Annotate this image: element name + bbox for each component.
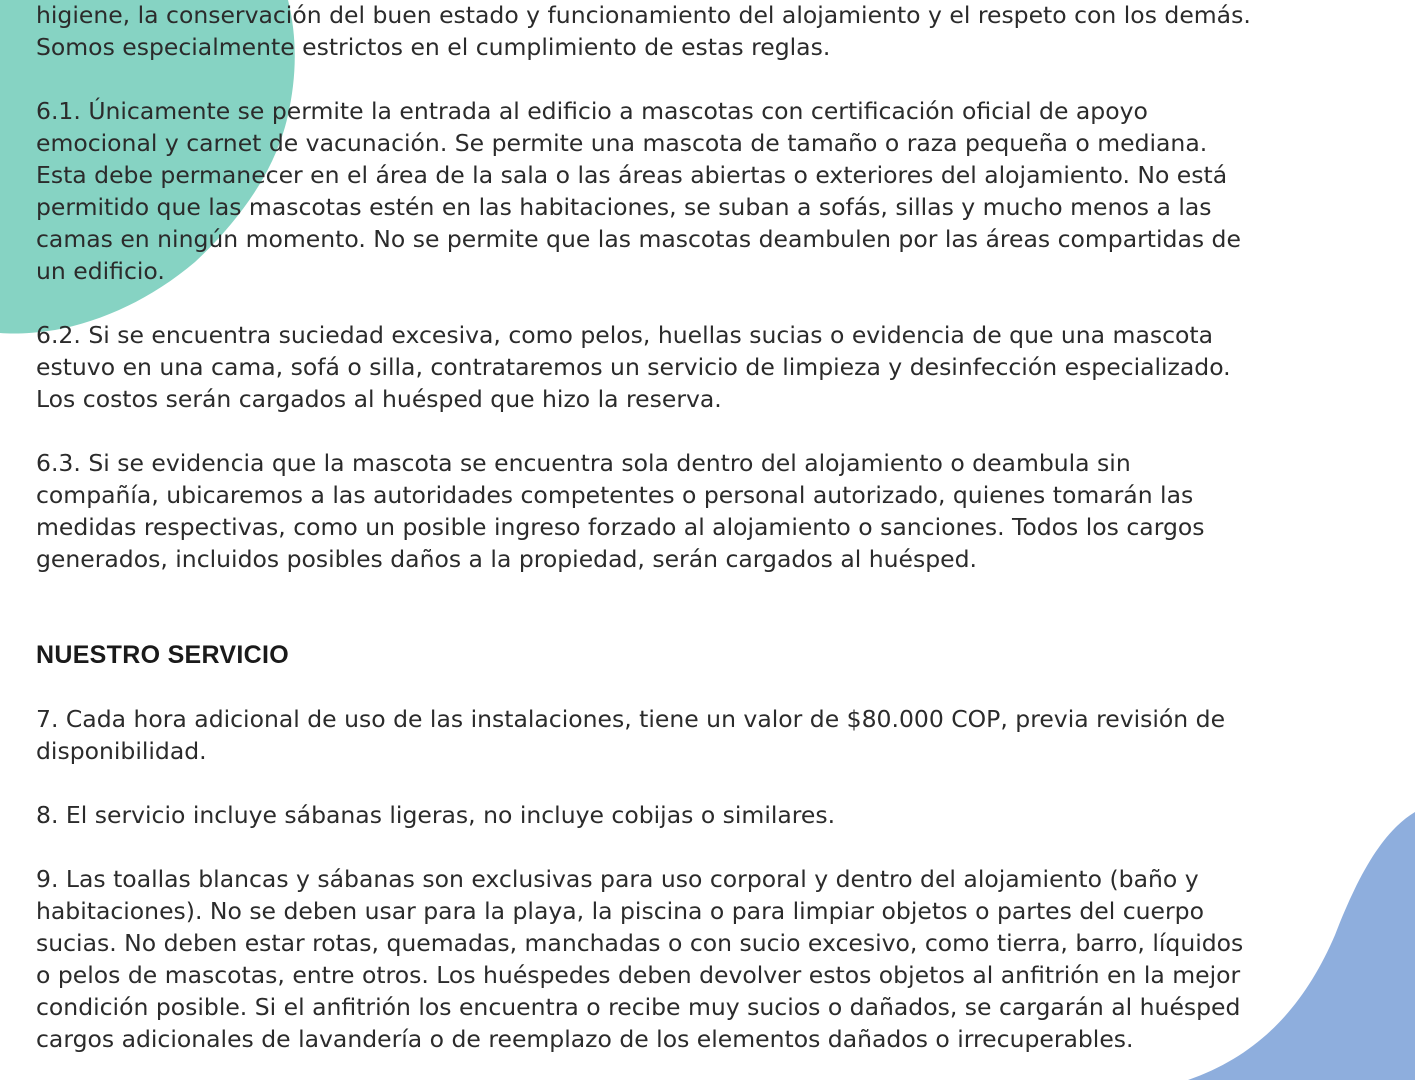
rule-6-1: 6.1. Únicamente se permite la entrada al edificio a mascotas con certificación oficial de apoyo emocional y carnet de vacunación. Se permite una mascota de tamaño o raza pequeña o mediana. Esta debe permanecer en el área de la sala o las áreas abiertas o exteriores del alojamiento. No está permitido que las mascotas estén en las habitaciones, se suban a sofás, sillas y mucho menos a las camas en ningún momento. No se permite que las mascotas deambulen por las áreas compartidas de un edificio. (36, 97, 1241, 285)
document-content (36, 0, 1396, 1055)
intro-paragraph: higiene, la conservación del buen estado y funcionamiento del alojamiento y el respeto con los demás. Somos especialmente estrictos en el cumplimiento de estas reglas. (36, 1, 1251, 61)
rule-8: 8. El servicio incluye sábanas ligeras, no incluye cobijas o similares. (36, 801, 836, 829)
rule-6-2: 6.2. Si se encuentra suciedad excesiva, como pelos, huellas sucias o evidencia de que una mascota estuvo en una cama, sofá o silla, contrataremos un servicio de limpieza y desinfección especializado. Los costos serán cargados al huésped que hizo la reserva. (36, 321, 1231, 413)
rule-6-3: 6.3. Si se evidencia que la mascota se encuentra sola dentro del alojamiento o deambula sin compañía, ubicaremos a las autoridades competentes o personal autorizado, quienes tomarán las medidas respectivas, como un posible ingreso forzado al alojamiento o sanciones. Todos los cargos generados, incluidos posibles daños a la propiedad, serán cargados al huésped. (36, 449, 1205, 573)
rule-9: 9. Las toallas blancas y sábanas son exclusivas para uso corporal y dentro del alojamiento (baño y habitaciones). No se deben usar para la playa, la piscina o para limpiar objetos o partes del cuerpo sucias. No deben estar rotas, quemadas, manchadas o con sucio excesivo, como tierra, barro, líquidos o pelos de mascotas, entre otros. Los huéspedes deben devolver estos objetos al anfitrión en la mejor condición posible. Si el anfitrión los encuentra o recibe muy sucios o dañados, se cargarán al huésped cargos adicionales de lavandería o de reemplazo de los elementos dañados o irrecuperables. (36, 865, 1244, 1053)
rule-7: 7. Cada hora adicional de uso de las instalaciones, tiene un valor de $80.000 COP, previa revisión de disponibilidad. (36, 705, 1226, 765)
section-heading-service: NUESTRO SERVICIO (36, 641, 289, 669)
